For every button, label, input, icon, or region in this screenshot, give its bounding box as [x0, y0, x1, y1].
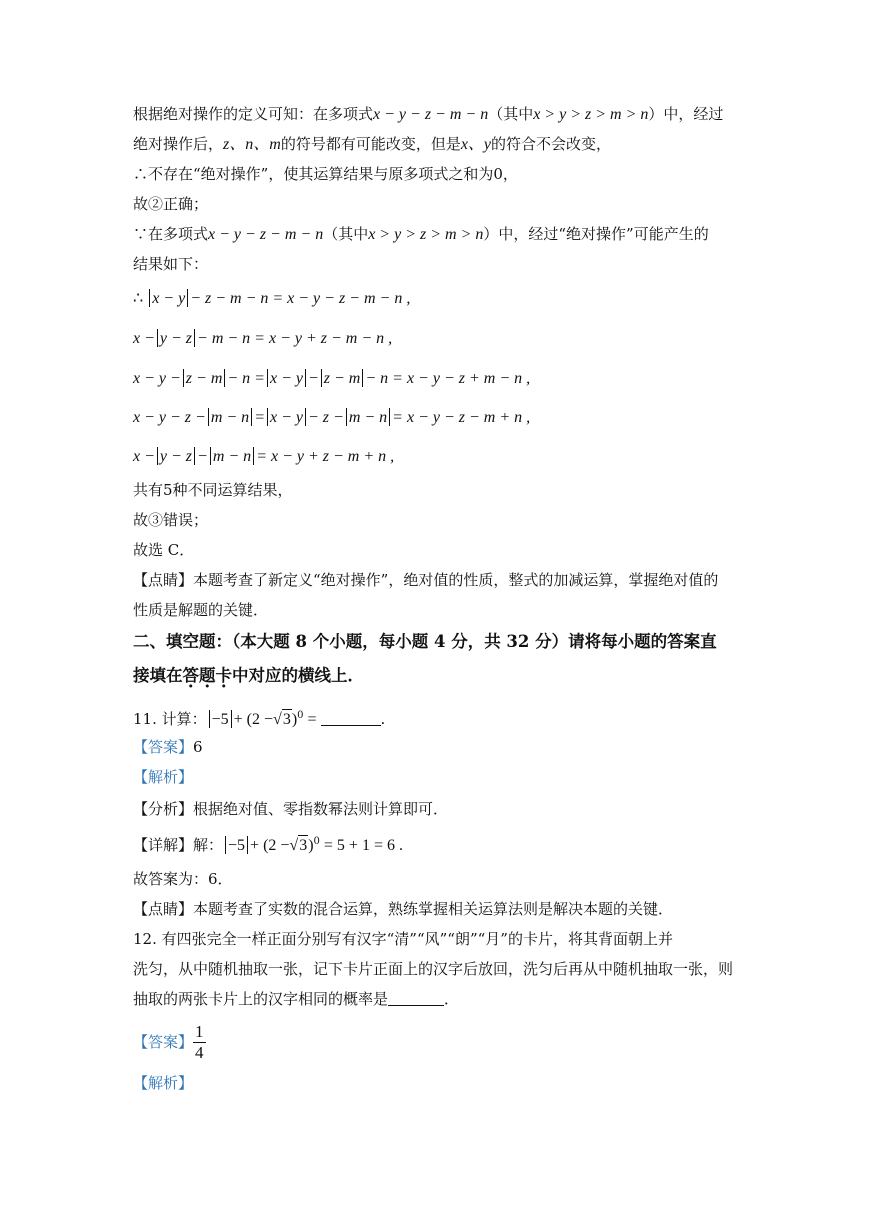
- math-expression: = x − y + z − m + n ,: [256, 448, 395, 465]
- abs-bar: [321, 369, 322, 387]
- equation-line: [133, 288, 410, 309]
- question-text: 12. 有四张完全一样正面分别写有汉字“清”“风”“朗”“月”的卡片，将其背面朝上并: [133, 930, 673, 948]
- math-expression: z − m: [323, 370, 361, 387]
- paragraph-line: [133, 600, 268, 620]
- text: 性质是解题的关键．: [133, 601, 269, 619]
- math-expression: x − y: [269, 370, 303, 387]
- text: ∴不存在“绝对操作”，使其运算结果与原多项式之和为0，: [133, 165, 518, 183]
- text: ∵在多项式: [133, 225, 209, 243]
- paragraph-line: [133, 570, 718, 590]
- math-expression: = 5 + 1 = 6 .: [323, 837, 403, 854]
- math-expression: y − z: [159, 330, 193, 347]
- radicand: 3: [299, 837, 308, 854]
- math-expression: −: [307, 370, 319, 387]
- math-expression: x > y > z > m > n: [368, 226, 484, 243]
- text: （其中: [488, 105, 534, 123]
- text: 故答案为：6．: [133, 870, 233, 888]
- abs-bar: [209, 710, 210, 728]
- math-expression: x − y − z − m − n: [373, 106, 489, 123]
- abs-bar: [157, 329, 158, 347]
- paragraph-line: [133, 164, 518, 184]
- math-expression: −5: [211, 711, 229, 728]
- text: ）中，经过: [648, 105, 724, 123]
- text: 绝对操作后，: [133, 135, 224, 153]
- equation-line: [133, 407, 530, 428]
- question-11: [133, 706, 385, 730]
- abs-bar: [267, 408, 268, 426]
- math-expression: m − n: [212, 448, 252, 465]
- text: 的符合不会改变，: [491, 135, 612, 153]
- heading-text: 二、填空题：（本大题 8 个小题，每小题 4 分，共 32 分）请将每小题的答案直: [133, 632, 717, 651]
- question-12: [133, 959, 733, 979]
- abs-bar: [187, 289, 188, 307]
- math-expression: x − y − z −: [133, 409, 206, 426]
- abs-bar: [225, 836, 226, 854]
- equation-line: [133, 368, 530, 389]
- math-expression: x − y −: [133, 370, 181, 387]
- sqrt-symbol: √: [273, 711, 282, 728]
- answer-blank: [321, 711, 381, 726]
- abs-bar: [253, 447, 254, 465]
- text: ）中，经过“绝对操作”可能产生的: [483, 225, 709, 243]
- fraction-numerator: 1: [195, 1021, 204, 1041]
- exponent: 0: [297, 710, 304, 721]
- math-expression: x −: [133, 330, 155, 347]
- section-heading: [133, 666, 364, 686]
- detail-line: [133, 832, 403, 856]
- paragraph-line: [133, 194, 208, 214]
- math-expression: − z −: [307, 409, 344, 426]
- paragraph-line: [133, 540, 194, 560]
- answer-line: [133, 737, 203, 757]
- math-expression: z、n、m: [223, 136, 281, 153]
- math-expression: m − n: [210, 409, 250, 426]
- fraction: [193, 1022, 206, 1063]
- abs-bar: [267, 369, 268, 387]
- math-expression: x −: [133, 448, 155, 465]
- text: 【点睛】本题考查了实数的混合运算，熟练掌握相关运算法则是解决本题的关键．: [133, 900, 674, 918]
- emphasized-char: 卡: [215, 666, 232, 685]
- text: 根据绝对操作的定义可知：在多项式: [133, 105, 374, 123]
- math-expression: ): [291, 711, 298, 728]
- abs-bar: [362, 369, 363, 387]
- paragraph-line: [133, 510, 208, 530]
- math-expression: −5: [228, 837, 246, 854]
- question-text: 抽取的两张卡片上的汉字相同的概率是: [133, 990, 389, 1008]
- analysis-tag: 【解析】: [133, 768, 194, 786]
- paragraph-line: [133, 104, 723, 125]
- math-expression: m − n: [348, 409, 388, 426]
- abs-bar: [208, 408, 209, 426]
- equation-line: [133, 328, 392, 349]
- math-expression: x、y: [460, 136, 492, 153]
- abs-bar: [183, 369, 184, 387]
- abs-bar: [149, 289, 150, 307]
- math-expression: −: [197, 448, 208, 465]
- abs-bar: [194, 329, 195, 347]
- detail-tag: 【详解】解：: [133, 836, 224, 854]
- equation-line: [133, 446, 394, 467]
- heading-text: 中对应的横线上．: [232, 666, 364, 685]
- radicand: 3: [282, 711, 291, 728]
- answer-tag: 【答案】: [133, 1033, 194, 1051]
- math-expression: − n =: [227, 370, 265, 387]
- math-expression: + (2 −: [250, 837, 290, 854]
- math-expression: − n = x − y − z + m − n ,: [365, 370, 531, 387]
- text: 【分析】根据绝对值、零指数幂法则计算即可．: [133, 800, 449, 818]
- analysis-line: [133, 1073, 193, 1093]
- question-text: ．: [444, 990, 460, 1008]
- abs-bar: [247, 836, 248, 854]
- sqrt-symbol: √: [289, 837, 299, 854]
- heading-text: 接填在: [133, 666, 183, 685]
- math-expression: x − y: [152, 290, 186, 307]
- therefore-symbol: ∴: [133, 290, 148, 307]
- abs-bar: [210, 447, 211, 465]
- math-expression: =: [254, 409, 265, 426]
- text: 【点睛】本题考查了新定义“绝对操作”，绝对值的性质，整式的加减运算，掌握绝对值的: [133, 571, 719, 589]
- analysis-line: [133, 767, 193, 787]
- math-expression: y − z: [159, 448, 193, 465]
- analysis-tag: 【解析】: [133, 1074, 194, 1092]
- math-expression: − z − m − n = x − y − z − m − n ,: [190, 290, 411, 307]
- abs-bar: [157, 447, 158, 465]
- paragraph-line: [133, 899, 673, 919]
- abs-bar: [305, 369, 306, 387]
- math-expression: = x − y − z − m + n ,: [392, 409, 531, 426]
- math-expression: =: [307, 711, 317, 728]
- text: 的符号都有可能改变，但是: [280, 135, 461, 153]
- text: 共有5种不同运算结果，: [133, 481, 293, 499]
- section-heading: [133, 632, 717, 652]
- paragraph-line: [133, 799, 448, 819]
- emphasized-char: 题: [199, 666, 216, 685]
- math-expression: x − y − z − m − n: [208, 226, 324, 243]
- math-expression: ): [308, 837, 314, 854]
- text: 故③错误；: [133, 511, 209, 529]
- math-expression: z − m: [185, 370, 223, 387]
- abs-bar: [194, 447, 195, 465]
- abs-bar: [305, 408, 306, 426]
- text: 故选 C．: [133, 541, 195, 559]
- answer-blank: [388, 991, 444, 1006]
- question-12: [133, 929, 673, 949]
- answer-value: 6: [193, 738, 203, 756]
- paragraph-line: [133, 869, 233, 889]
- question-text: 洗匀，从中随机抽取一张，记下卡片正面上的汉字后放回，洗匀后再从中随机抽取一张，则: [133, 960, 734, 978]
- answer-tag: 【答案】: [133, 738, 194, 756]
- paragraph-line: [133, 480, 293, 500]
- answer-line: [133, 1020, 206, 1063]
- abs-bar: [224, 369, 225, 387]
- fraction-denominator: 4: [195, 1042, 204, 1062]
- paragraph-line: [133, 224, 709, 245]
- text: （其中: [323, 225, 369, 243]
- exponent: 0: [313, 836, 320, 847]
- paragraph-line: [133, 134, 611, 155]
- paragraph-line: [133, 254, 208, 274]
- abs-bar: [231, 710, 232, 728]
- question-12: [133, 989, 459, 1009]
- question-text: 11. 计算：: [133, 710, 207, 728]
- abs-bar: [251, 408, 252, 426]
- math-expression: x > y > z > m > n: [533, 106, 649, 123]
- question-text: .: [380, 710, 386, 728]
- text: 结果如下：: [133, 255, 209, 273]
- text: 故②正确；: [133, 195, 209, 213]
- math-expression: − m − n = x − y + z − m − n ,: [197, 330, 393, 347]
- math-expression: x − y: [269, 409, 303, 426]
- emphasized-char: 答: [182, 666, 199, 685]
- abs-bar: [346, 408, 347, 426]
- math-expression: + (2 −: [233, 711, 274, 728]
- abs-bar: [389, 408, 390, 426]
